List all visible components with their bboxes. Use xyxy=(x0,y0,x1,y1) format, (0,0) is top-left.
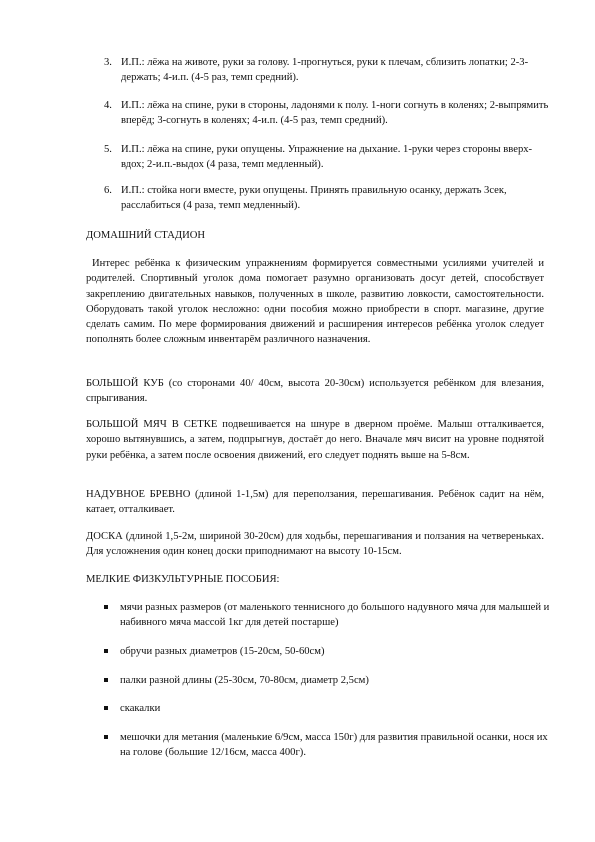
equipment-description: подвешивается на шнуре в дверном проёме. Малыш отталкивается, хорошо вытянувшись, а затем, подпрыгнув, достаёт до него. Вначале мяч висит на уровне поднятой руки ребёнка, а затем после освоения движений, его следует поднять выше на 5-8см. xyxy=(86,419,544,461)
item-number: 5. xyxy=(104,144,112,155)
section-title: ДОМАШНИЙ СТАДИОН xyxy=(86,230,206,241)
equipment-paragraph xyxy=(86,417,544,463)
list-item-text: мешочки для метания (маленькие 6/9см, масса 150г) для развития правильной осанки, нося их на голове (большие 12/16см, масса 400г). xyxy=(120,732,548,758)
small-aids-title: МЕЛКИЕ ФИЗКУЛЬТУРНЫЕ ПОСОБИЯ: xyxy=(86,574,280,585)
equipment-paragraph xyxy=(86,487,544,518)
item-text: И.П.: лёжа на спине, руки опущены. Упражнение на дыхание. 1-руки через стороны вверх-вдох; 2-и.п.-выдох (4 раза, темп медленный). xyxy=(121,144,533,170)
equipment-paragraph xyxy=(86,529,544,560)
item-text: И.П.: лёжа на животе, руки за голову. 1-прогнуться, руки к плечам, сблизить лопатки; 2-3-держать; 4-и.п. (4-5 раз, темп средний). xyxy=(121,57,529,83)
item-text: И.П.: стойка ноги вместе, руки опущены. Принять правильную осанку, держать 3сек, расслабиться (4 раза, темп медленный). xyxy=(121,185,507,211)
equipment-name: НАДУВНОЕ БРЕВНО xyxy=(86,489,191,500)
bullet-icon xyxy=(104,706,108,710)
list-item-text: обручи разных диаметров (15-20см, 50-60см) xyxy=(120,646,325,657)
bullet-icon xyxy=(104,605,108,609)
intro-paragraph: Интерес ребёнка к физическим упражнениям формируется совместными усилиями учителей и родителей. Спортивный уголок дома помогает разумно организовать досуг детей, способствует закреплению двигательных навыков, полученных в школе, развитию ловкости, самостоятельности. Оборудовать такой уголок несложно: одни пособия можно приобрести в спорт. магазине, другие сделать самим. По мере формирования движений и расширения интересов ребёнка уголок следует пополнять более сложным инвентарём различного назначения. xyxy=(86,258,544,346)
bullet-icon xyxy=(104,678,108,682)
item-number: 4. xyxy=(104,100,112,111)
equipment-description: (длиной 1-1,5м) для переползания, перешагивания. Ребёнок садит на нём, катает, отталкивает. xyxy=(86,489,544,516)
list-item-text: мячи разных размеров (от маленького теннисного до большого надувного мяча для малышей и набивного мяча массой 1кг для детей постарше) xyxy=(120,602,550,628)
equipment-name: ДОСКА xyxy=(86,531,123,542)
equipment-name: БОЛЬШОЙ МЯЧ В СЕТКЕ xyxy=(86,419,218,430)
list-item-text: палки разной длины (25-30см, 70-80см, диаметр 2,5см) xyxy=(120,675,369,686)
item-number: 3. xyxy=(104,57,112,68)
equipment-name: БОЛЬШОЙ КУБ xyxy=(86,378,164,389)
equipment-paragraph xyxy=(86,376,544,407)
equipment-description: (длиной 1,5-2м, шириной 30-20см) для ходьбы, перешагивания и ползания на четвереньках. Для усложнения один конец доски приподнимают на высоту 10-15см. xyxy=(86,531,544,558)
equipment-description: (со сторонами 40/ 40см, высота 20-30см) используется ребёнком для влезания, спрыгивания. xyxy=(86,378,544,405)
list-item-text: скакалки xyxy=(120,703,161,714)
bullet-icon xyxy=(104,649,108,653)
item-text: И.П.: лёжа на спине, руки в стороны, ладонями к полу. 1-ноги согнуть в коленях; 2-выпрямить вперёд; 3-согнуть в коленях; 4-и.п. (4-5 раз, темп средний). xyxy=(121,100,549,126)
bullet-icon xyxy=(104,735,108,739)
item-number: 6. xyxy=(104,185,112,196)
